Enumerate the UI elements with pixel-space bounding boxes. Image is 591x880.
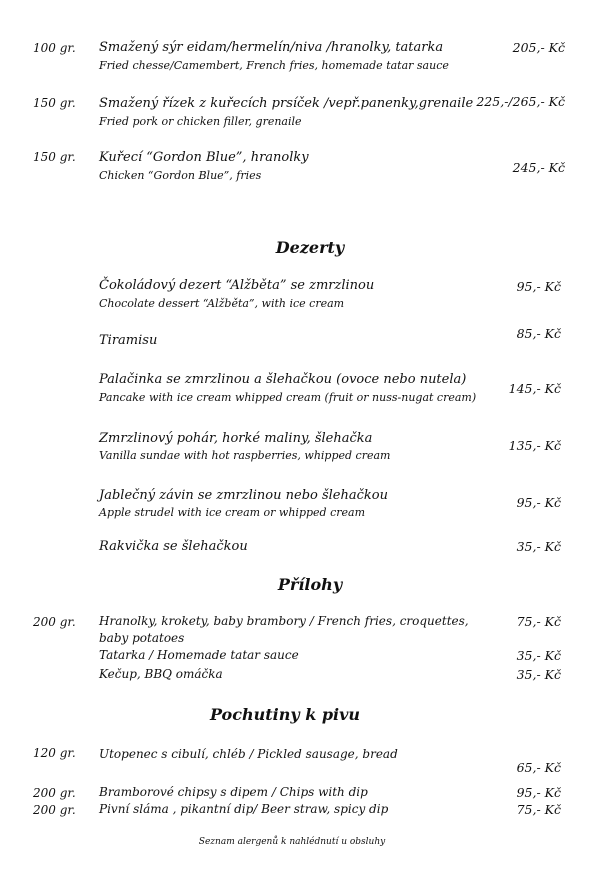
item-price: 205,- Kč <box>512 40 565 55</box>
item-weight: 150 gr. <box>33 96 76 110</box>
dessert-price: 135,- Kč <box>508 438 561 453</box>
snack-price: 95,- Kč <box>516 785 561 800</box>
dessert-name-cz: Jablečný závin se zmrzlinou nebo šlehačkou <box>99 488 388 503</box>
snack-weight: 200 gr. <box>33 803 76 817</box>
snack-weight: 120 gr. <box>33 746 76 760</box>
side-name: Kečup, BBQ omáčka <box>99 667 223 681</box>
dessert-name-en: Vanilla sundae with hot raspberries, whipped cream <box>99 449 391 462</box>
side-price: 35,- Kč <box>516 667 561 682</box>
snack-name: Bramborové chipsy s dipem / Chips with dip <box>99 785 368 799</box>
dessert-price: 145,- Kč <box>508 381 561 396</box>
item-name-cz: Smažený sýr eidam/hermelín/niva /hranolky, tatarka <box>99 40 444 55</box>
item-name-en: Chicken “Gordon Blue”, fries <box>99 169 262 182</box>
dessert-name-cz: Rakvička se šlehačkou <box>99 539 248 554</box>
side-price: 75,- Kč <box>516 614 561 629</box>
allergen-notice: Seznam alergenů k nahlédnutí u obsluhy <box>198 837 386 847</box>
snack-price: 65,- Kč <box>516 760 561 775</box>
dessert-price: 85,- Kč <box>516 326 561 341</box>
dessert-price: 35,- Kč <box>516 539 561 554</box>
dessert-name-cz: Palačinka se zmrzlinou a šlehačkou (ovoce nebo nutela) <box>99 372 467 387</box>
dessert-price: 95,- Kč <box>516 279 561 294</box>
item-weight: 100 gr. <box>33 41 76 55</box>
dessert-name-en: Pancake with ice cream whipped cream (fruit or nuss-nugat cream) <box>99 391 477 404</box>
side-weight: 200 gr. <box>33 615 76 629</box>
dessert-name-en: Chocolate dessert “Alžběta”, with ice cream <box>99 297 345 310</box>
dessert-name-en: Apple strudel with ice cream or whipped cream <box>99 506 366 519</box>
side-price: 35,- Kč <box>516 648 561 663</box>
item-name-cz: Kuřecí “Gordon Blue”, hranolky <box>99 150 309 165</box>
snack-price: 75,- Kč <box>516 802 561 817</box>
item-name-en: Fried chesse/Camembert, French fries, homemade tatar sauce <box>99 59 449 72</box>
snack-name: Utopenec s cibulí, chléb / Pickled sausage, bread <box>99 747 398 761</box>
item-price: 225,-/265,- Kč <box>476 94 565 109</box>
item-price: 245,- Kč <box>512 160 565 175</box>
dessert-name-cz: Tiramisu <box>99 333 158 348</box>
snack-name: Pivní sláma , pikantní dip/ Beer straw, spicy dip <box>99 802 389 816</box>
item-name-en: Fried pork or chicken filler, grenaile <box>99 115 302 128</box>
side-name: Hranolky, krokety, baby brambory / French fries, croquettes, <box>99 614 469 628</box>
item-name-cz: Smažený řízek z kuřecích prsíček /vepř.panenky,grenaile <box>99 96 474 111</box>
dessert-price: 95,- Kč <box>516 495 561 510</box>
section-heading-desserts: Dezerty <box>275 238 345 257</box>
section-heading-sides: Přílohy <box>277 575 343 594</box>
side-name: Tatarka / Homemade tatar sauce <box>99 648 299 662</box>
dessert-name-cz: Zmrzlinový pohár, horké maliny, šlehačka <box>99 431 373 446</box>
section-heading-beer-snacks: Pochutiny k pivu <box>209 705 361 724</box>
side-name-continued: baby potatoes <box>99 631 185 645</box>
snack-weight: 200 gr. <box>33 786 76 800</box>
dessert-name-cz: Čokoládový dezert “Alžběta” se zmrzlinou <box>99 278 375 293</box>
item-weight: 150 gr. <box>33 150 76 164</box>
